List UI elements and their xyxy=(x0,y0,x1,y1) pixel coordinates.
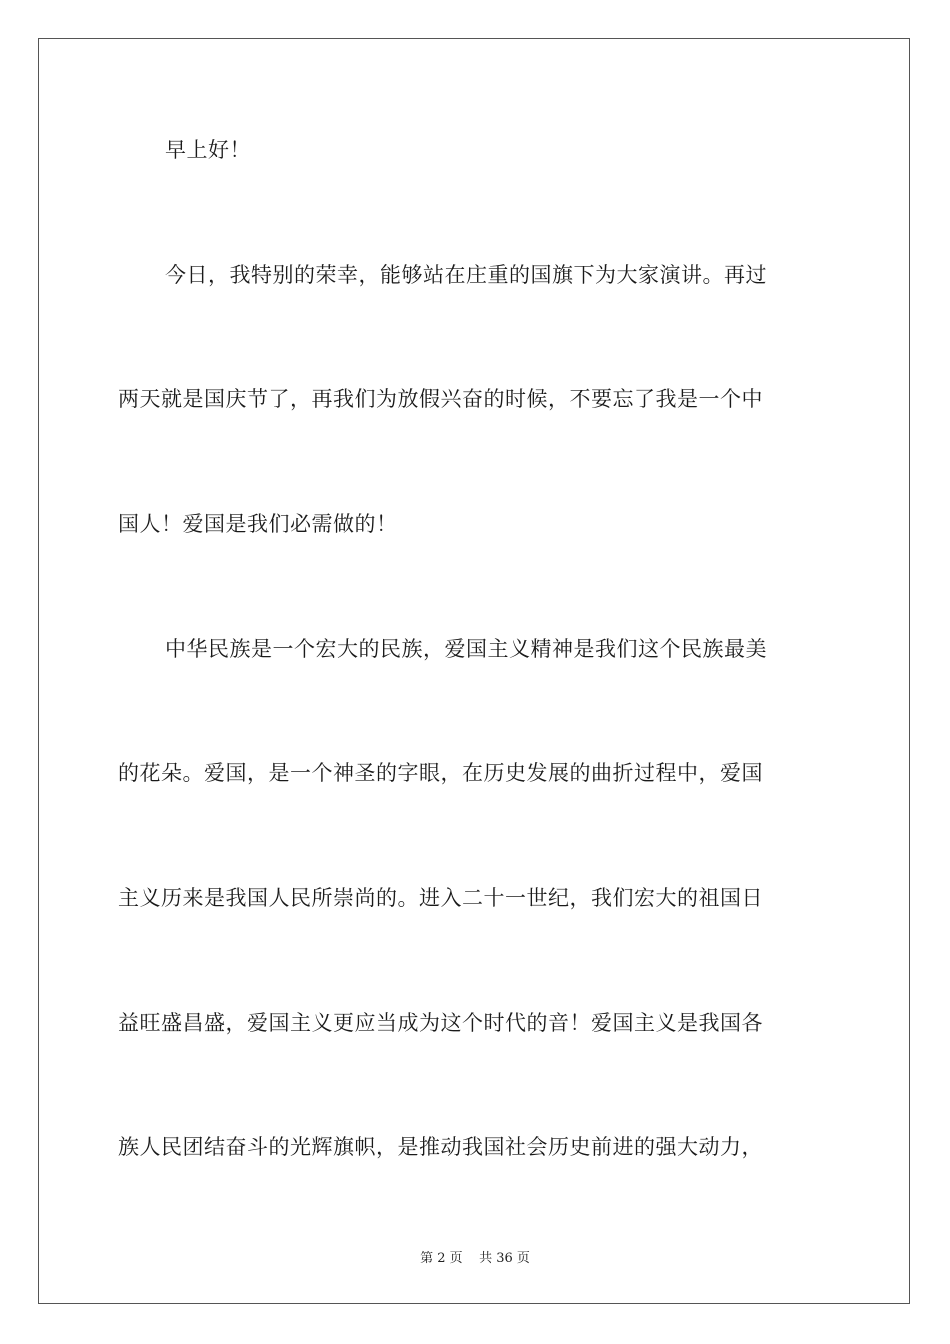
text-line: 的花朵。爱国，是一个神圣的字眼，在历史发展的曲折过程中，爱国 xyxy=(118,761,763,785)
page-number-footer: 第 2 页 共 36 页 xyxy=(420,1251,530,1266)
text-line: 主义历来是我国人民所崇尚的。进入二十一世纪，我们宏大的祖国日 xyxy=(118,886,763,910)
text-line: 今日，我特别的荣幸，能够站在庄重的国旗下为大家演讲。再过 xyxy=(165,263,767,287)
text-line: 早上好！ xyxy=(165,138,251,162)
text-line: 两天就是国庆节了，再我们为放假兴奋的时候，不要忘了我是一个中 xyxy=(118,387,763,411)
text-line: 益旺盛昌盛，爱国主义更应当成为这个时代的音！爱国主义是我国各 xyxy=(118,1011,763,1035)
text-line: 族人民团结奋斗的光辉旗帜，是推动我国社会历史前进的强大动力， xyxy=(118,1135,763,1159)
page-border xyxy=(38,38,910,1304)
text-line: 中华民族是一个宏大的民族，爱国主义精神是我们这个民族最美 xyxy=(165,637,767,661)
text-line: 国人！爱国是我们必需做的！ xyxy=(118,512,398,536)
